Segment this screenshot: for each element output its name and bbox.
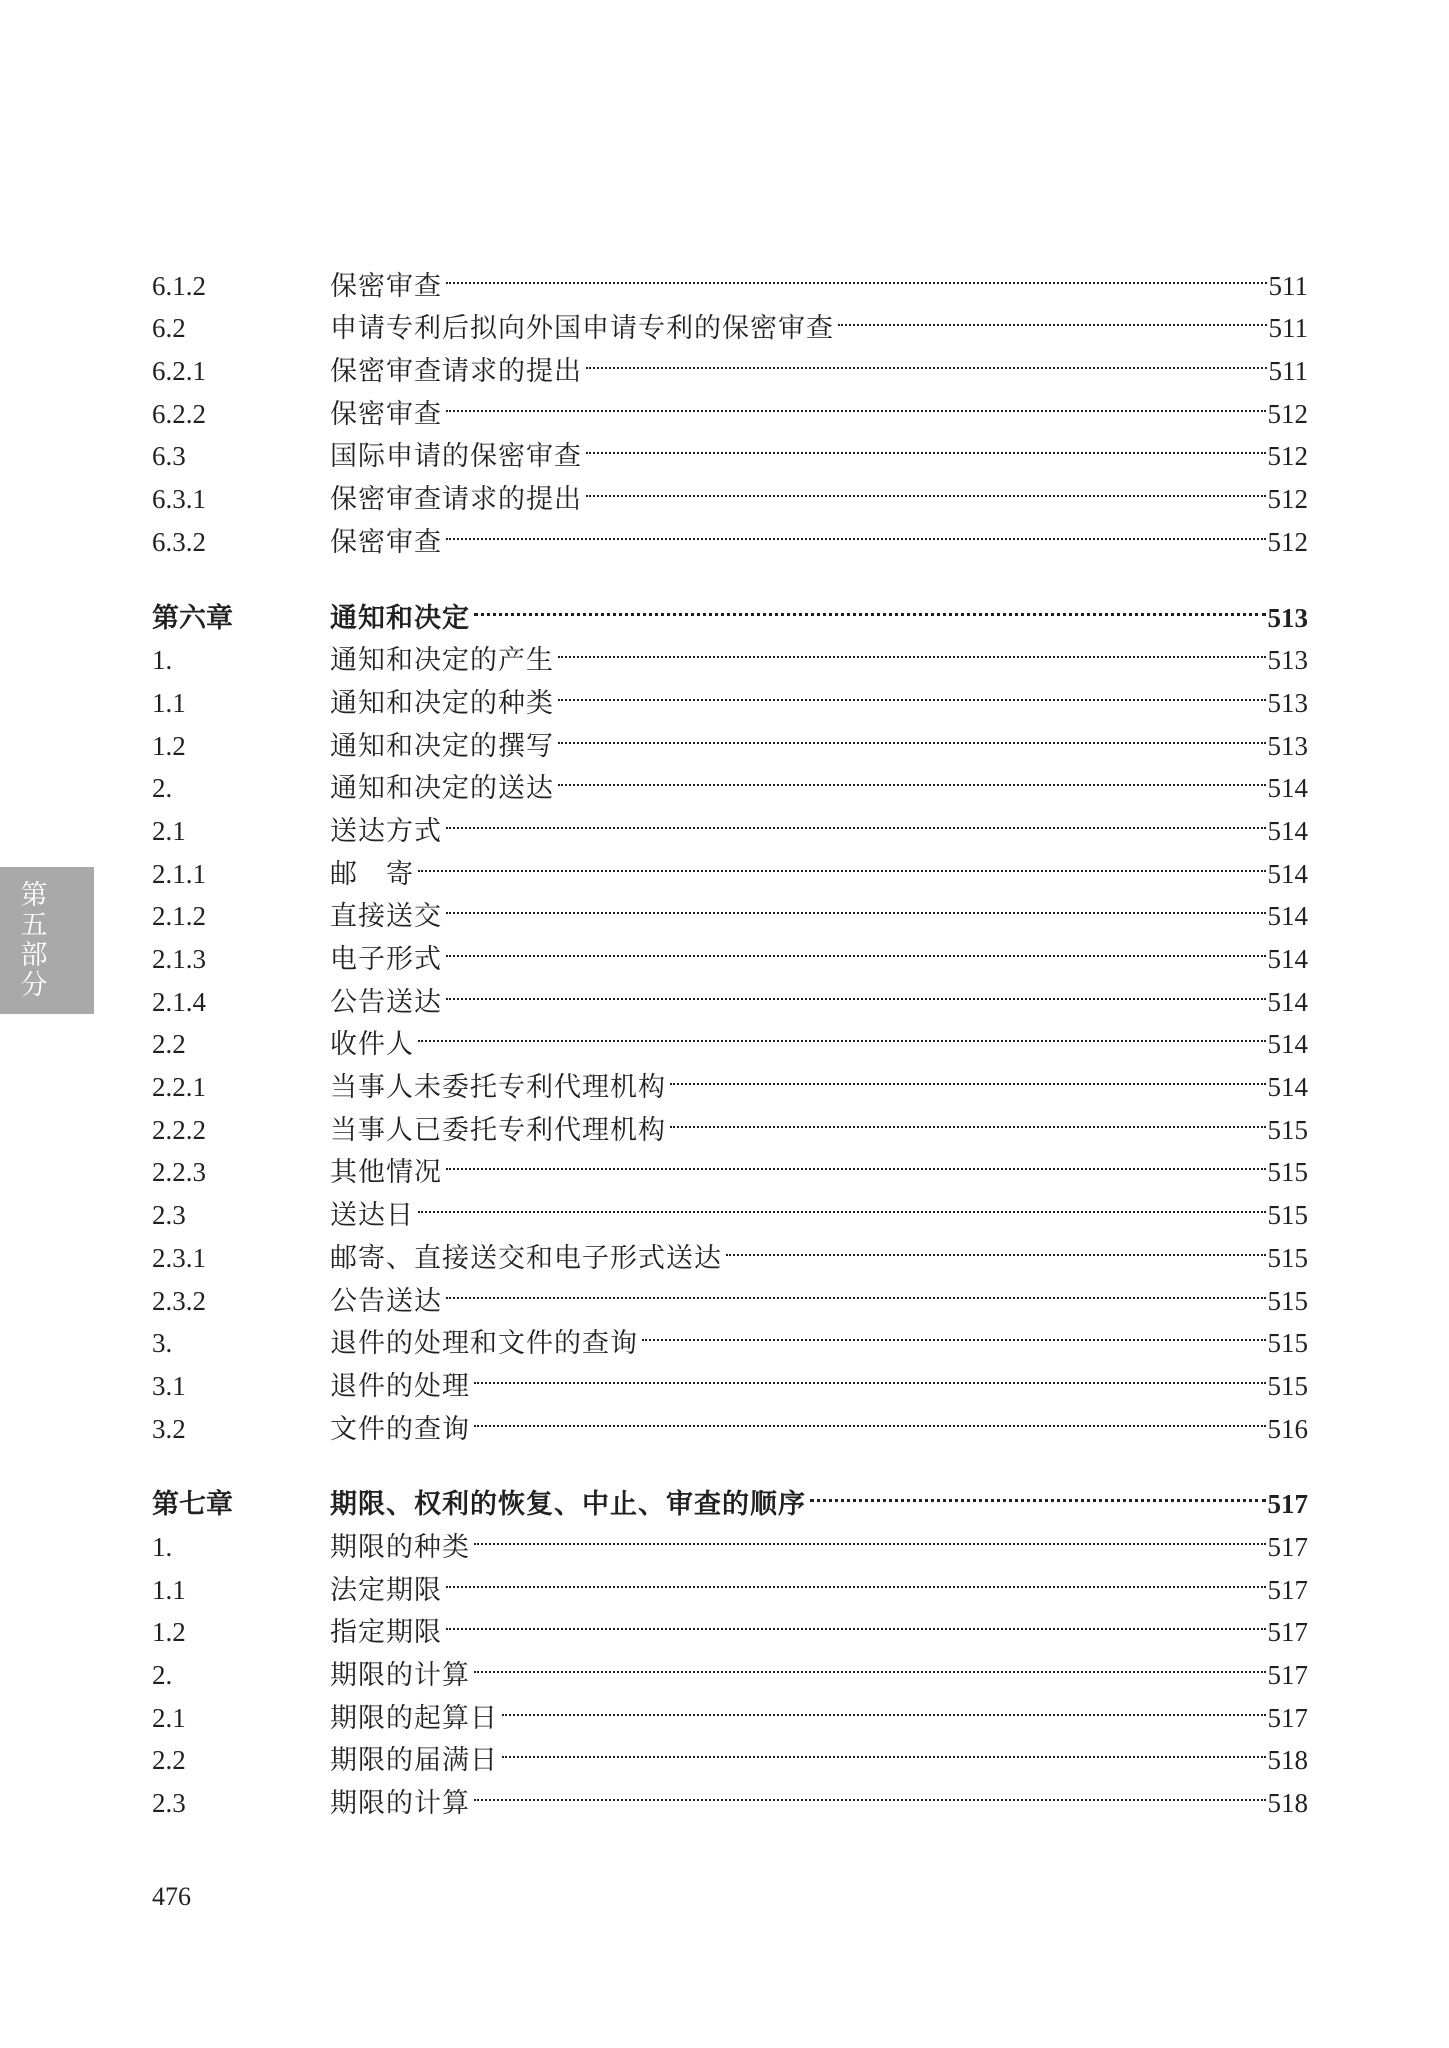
toc-entry-page: 516	[1267, 1413, 1308, 1444]
toc-entry-number: 2.1.2	[152, 901, 206, 932]
toc-entry-page: 514	[1267, 1029, 1308, 1060]
toc-entry-title: 邮寄、直接送交和电子形式送达	[330, 1242, 722, 1274]
toc-entry-title: 保密审查	[330, 398, 442, 430]
toc-entry-number: 2.3	[152, 1788, 186, 1819]
toc-entry-number: 1.2	[152, 730, 186, 761]
toc-entry-page: 511	[1268, 313, 1308, 344]
toc-dot-leader	[418, 1181, 1266, 1224]
toc-entry-number: 3.1	[152, 1370, 186, 1401]
toc-entry-number: 2.2	[152, 1745, 186, 1776]
toc-entry-number: 6.2.2	[152, 398, 206, 429]
toc-entry-number: 2.2.1	[152, 1072, 206, 1103]
toc-entry-number: 2.	[152, 773, 173, 804]
toc-entry-page: 514	[1267, 986, 1308, 1017]
toc-entry-title: 直接送交	[330, 901, 442, 933]
toc-entry-number: 6.2	[152, 313, 186, 344]
toc-entry-title: 法定期限	[330, 1574, 442, 1606]
toc-entry-title: 退件的处理	[330, 1370, 470, 1402]
toc-entry-page: 515	[1267, 1157, 1308, 1188]
toc-dot-leader	[474, 584, 1266, 627]
toc-entry-number: 第七章	[152, 1489, 233, 1520]
toc-entry-page: 511	[1268, 270, 1308, 301]
side-tab-char: 部	[20, 939, 48, 971]
toc-section	[152, 252, 1308, 558]
toc-entry-title: 通知和决定的撰写	[330, 730, 554, 762]
toc-entry-page: 514	[1267, 858, 1308, 889]
toc-entry-number: 2.3.2	[152, 1285, 206, 1316]
toc-entry-page: 512	[1267, 526, 1308, 557]
toc-dot-leader	[558, 712, 1266, 755]
toc-entry-page: 515	[1267, 1200, 1308, 1231]
toc-entry-title: 送达日	[330, 1200, 414, 1232]
toc-entry-title: 保密审查请求的提出	[330, 484, 582, 516]
toc-dot-leader	[586, 423, 1266, 466]
toc-entry-number: 2.2.2	[152, 1114, 206, 1145]
toc-entry-page: 515	[1267, 1328, 1308, 1359]
toc-entry-title: 国际申请的保密审查	[330, 441, 582, 473]
toc-entry-number: 2.1.4	[152, 986, 206, 1017]
toc-dot-leader	[502, 1727, 1266, 1770]
toc-entry-title: 期限的计算	[330, 1788, 470, 1820]
toc-entry-page: 512	[1267, 398, 1308, 429]
toc-entry-number: 2.	[152, 1660, 173, 1690]
page-number: 476	[152, 1882, 191, 1911]
toc-entry-page: 514	[1267, 944, 1308, 974]
toc-dot-leader	[558, 627, 1266, 670]
toc-entry-number: 6.2.1	[152, 356, 206, 387]
toc-entry-number: 2.2	[152, 1029, 186, 1060]
toc-entry-page: 513	[1267, 602, 1308, 633]
toc-entry-title: 当事人已委托专利代理机构	[330, 1114, 666, 1146]
toc-entry-title: 通知和决定的种类	[330, 687, 554, 719]
toc-entry-page: 514	[1267, 815, 1308, 846]
toc-dot-leader	[446, 508, 1266, 551]
toc-section	[152, 584, 1308, 1445]
toc-dot-leader	[418, 1011, 1266, 1054]
toc-dot-leader	[474, 1352, 1266, 1395]
side-tab-char: 第	[20, 879, 48, 911]
toc-entry-page: 512	[1267, 441, 1308, 472]
toc-entry-title: 期限的起算日	[330, 1702, 498, 1734]
toc-entry-number: 第六章	[152, 602, 233, 633]
toc-entry-number: 2.1	[152, 815, 186, 846]
toc-entry-title: 收件人	[330, 1029, 414, 1061]
toc-entry-number: 6.3.2	[152, 526, 206, 557]
toc-chapter-entry[interactable]	[152, 1471, 1308, 1521]
toc-entry-title: 送达方式	[330, 815, 442, 847]
toc-entry-number: 1.	[152, 1531, 173, 1562]
toc-entry-number: 2.3.1	[152, 1242, 206, 1273]
toc-entry-number: 6.3	[152, 441, 186, 472]
toc-entry-title: 通知和决定	[330, 602, 470, 634]
toc-entry-title: 通知和决定的送达	[330, 773, 554, 805]
toc-dot-leader	[474, 1641, 1266, 1684]
toc-dot-leader	[446, 1139, 1266, 1182]
toc-entry-page: 517	[1267, 1702, 1308, 1733]
toc-entry-title: 退件的处理和文件的查询	[330, 1328, 638, 1360]
toc-entry-number: 2.1.1	[152, 858, 206, 889]
toc-entry-page: 518	[1267, 1788, 1308, 1819]
toc-entry-page: 515	[1267, 1114, 1308, 1145]
toc-entry-page: 514	[1267, 901, 1308, 932]
toc-dot-leader	[502, 1684, 1266, 1727]
toc-dot-leader	[670, 1096, 1266, 1139]
toc-entry-title: 申请专利后拟向外国申请专利的保密审查	[330, 313, 834, 345]
toc-entry-title: 通知和决定的产生	[330, 645, 554, 677]
toc-entry-number: 2.1	[152, 1702, 186, 1733]
toc-entry-number: 1.1	[152, 687, 186, 718]
toc-entry-title: 其他情况	[330, 1157, 442, 1189]
toc-entry-title: 指定期限	[330, 1617, 442, 1649]
toc-entry-number: 3.2	[152, 1413, 186, 1444]
part-side-tab	[0, 867, 94, 1014]
toc-entry-number: 3.	[152, 1328, 173, 1359]
table-of-contents	[152, 252, 1308, 1820]
toc-entry-title: 公告送达	[330, 986, 442, 1018]
toc-dot-leader	[474, 1395, 1266, 1438]
toc-entry-page: 512	[1267, 484, 1308, 515]
toc-entry-page: 517	[1267, 1617, 1308, 1648]
toc-dot-leader	[474, 1769, 1266, 1812]
toc-chapter-entry[interactable]	[152, 584, 1308, 634]
toc-dot-leader	[558, 755, 1266, 798]
toc-dot-leader	[642, 1310, 1266, 1353]
toc-entry-title: 文件的查询	[330, 1413, 470, 1445]
side-tab-char: 五	[20, 909, 48, 941]
toc-entry-page: 515	[1267, 1370, 1308, 1401]
toc-entry-number: 2.3	[152, 1200, 186, 1231]
toc-dot-leader	[446, 1599, 1266, 1642]
toc-entry-page: 514	[1267, 1072, 1308, 1103]
toc-dot-leader	[810, 1471, 1266, 1514]
toc-entry-title: 期限、权利的恢复、中止、审查的顺序	[330, 1489, 806, 1521]
toc-entry-title: 期限的计算	[330, 1660, 470, 1691]
toc-entry-page: 515	[1267, 1242, 1308, 1273]
toc-dot-leader	[446, 1267, 1266, 1310]
toc-entry-title: 公告送达	[330, 1285, 442, 1317]
toc-entry-page: 514	[1267, 773, 1308, 804]
toc-entry-title: 电子形式	[330, 944, 442, 975]
toc-entry-title: 保密审查	[330, 526, 442, 558]
toc-dot-leader	[838, 295, 1267, 338]
toc-dot-leader	[586, 465, 1266, 508]
toc-dot-leader	[446, 925, 1266, 968]
toc-entry-page: 513	[1267, 645, 1308, 676]
toc-entry-title: 当事人未委托专利代理机构	[330, 1072, 666, 1104]
toc-dot-leader	[726, 1224, 1266, 1267]
toc-entry-page: 517	[1267, 1574, 1308, 1605]
toc-entry-page: 515	[1267, 1285, 1308, 1316]
toc-dot-leader	[446, 252, 1267, 295]
toc-entry-number: 1.2	[152, 1617, 186, 1648]
toc-dot-leader	[446, 797, 1266, 840]
toc-dot-leader	[586, 337, 1267, 380]
toc-entry-number: 2.1.3	[152, 944, 206, 974]
toc-entry-title: 期限的届满日	[330, 1745, 498, 1777]
toc-entry-number: 1.	[152, 645, 173, 676]
toc-entry-number: 6.1.2	[152, 270, 206, 301]
toc-entry-page: 511	[1268, 356, 1308, 387]
toc-dot-leader	[446, 380, 1266, 423]
toc-entry-title: 保密审查请求的提出	[330, 356, 582, 388]
side-tab-char: 分	[20, 969, 48, 1001]
toc-entry[interactable]	[152, 252, 1308, 302]
toc-entry-number: 1.1	[152, 1574, 186, 1605]
toc-dot-leader	[418, 840, 1266, 883]
toc-dot-leader	[446, 1556, 1266, 1599]
toc-dot-leader	[446, 883, 1266, 926]
toc-entry-title: 保密审查	[330, 270, 442, 302]
toc-entry-page: 517	[1267, 1489, 1308, 1520]
toc-entry-page: 517	[1267, 1531, 1308, 1562]
toc-entry-number: 2.2.3	[152, 1157, 206, 1188]
toc-entry-page: 513	[1267, 730, 1308, 761]
toc-entry-page: 518	[1267, 1745, 1308, 1776]
toc-dot-leader	[474, 1513, 1266, 1556]
toc-entry-page: 517	[1267, 1660, 1308, 1690]
toc-dot-leader	[446, 968, 1266, 1011]
toc-entry-title: 期限的种类	[330, 1531, 470, 1563]
toc-dot-leader	[670, 1053, 1266, 1096]
toc-dot-leader	[558, 669, 1266, 712]
toc-entry-page: 513	[1267, 687, 1308, 718]
toc-section	[152, 1471, 1308, 1820]
toc-entry-number: 6.3.1	[152, 484, 206, 515]
toc-entry-title: 邮 寄	[330, 858, 414, 890]
